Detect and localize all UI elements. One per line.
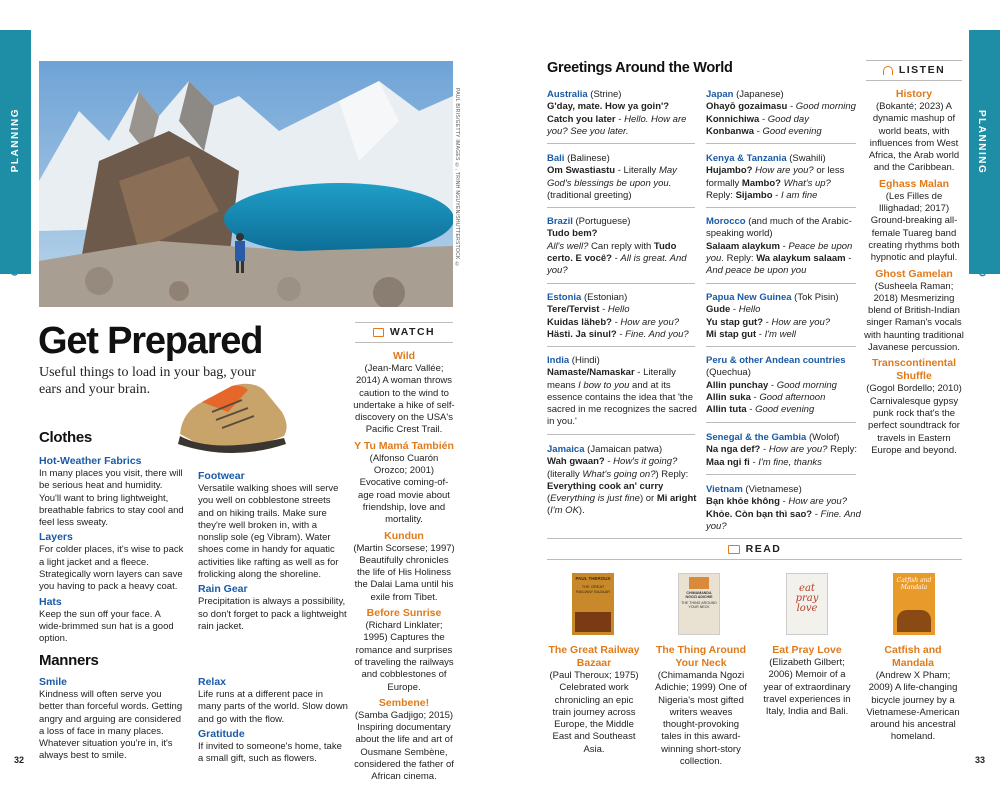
greeting-language: (Wolof) <box>806 432 840 443</box>
greeting-language: (Japanese) <box>733 89 784 100</box>
manners-column-2 <box>198 676 348 765</box>
greeting-peru: Peru & other Andean countries (Quechua) Allin punchay - Good morning Allin suka - Good afternoon Allin tuta - Good evening <box>706 355 846 416</box>
greeting-brazil: Brazil (Portuguese) Tudo bem? All's well? Can reply with Tudo certo. E você? - All is great. And you? <box>547 216 687 277</box>
clothes-item-text: Keep the sun off your face. A wide-brimmed sun hat is a good option. <box>39 608 174 645</box>
manners-heading: Manners <box>39 652 99 669</box>
greeting-country: Jamaica <box>547 444 585 455</box>
greeting-divider <box>706 346 856 347</box>
manners-item-text: If invited to someone's home, take a small gift, such as flowers. <box>198 740 342 765</box>
book-title: The Great Railway Bazaar <box>548 644 640 669</box>
book-entry <box>758 644 856 718</box>
watch-item-text: (Martin Scorsese; 1997) Beautifully chronicles the life of His Holiness the Dalai Lama until his exile from Tibet. <box>353 542 455 603</box>
page-number-left: 32 <box>14 755 25 765</box>
greeting-kenya-tanzania: Kenya & Tanzania (Swahili) Hujambo? How are you? or less formally Mambo? What's up? Reply: Sijambo - I am fine <box>706 153 845 201</box>
clothes-item-heading: Hats <box>39 595 62 608</box>
read-header <box>547 543 962 555</box>
clothes-column-1 <box>39 455 184 646</box>
greeting-language: (Hindi) <box>569 355 600 366</box>
book-title: The Thing Around Your Neck <box>655 644 746 669</box>
listen-item-text: (Susheela Raman; 2018) Mesmerizing blend of British-Indian singer Raman's vocals with haunting traditional Javanese percussion. <box>864 280 964 354</box>
film-icon <box>373 328 384 337</box>
watch-header <box>355 326 453 338</box>
listen-item-title: Eghass Malan <box>878 177 950 190</box>
listen-header <box>866 64 962 76</box>
clothes-item-heading: Layers <box>39 531 73 544</box>
hiking-shoe-image <box>172 372 292 462</box>
listen-item-title: Transcontinental Shuffle <box>871 357 956 383</box>
listen-item-title: Ghost Gamelan <box>875 267 953 280</box>
greeting-morocco: Morocco (and much of the Arabic-speaking world) Salaam alaykum - Peace be upon you. Reply: Wa alaykum salaam - And peace be upon you <box>706 216 853 277</box>
page-subtitle: Useful things to load in your bag, your ears and your brain. <box>39 365 256 397</box>
manners-item-heading: Gratitude <box>198 727 245 740</box>
greeting-estonia: Estonia (Estonian) Tere/Tervist - Hello Kuidas läheb? - How are you? Hästi. Ja sinul? - Fine. And you? <box>547 292 689 340</box>
listen-item-title: History <box>895 88 933 100</box>
book-cover-art <box>689 577 709 589</box>
greeting-country: Peru & other Andean countries <box>706 355 846 366</box>
greeting-divider <box>706 207 856 208</box>
clothes-item-heading: Rain Gear <box>198 583 248 596</box>
manners-item-heading: Smile <box>39 676 68 688</box>
book-entry <box>863 644 963 744</box>
page-number-right: 33 <box>975 755 986 765</box>
greeting-divider <box>547 346 695 347</box>
greeting-language: (Quechua) <box>706 367 751 379</box>
watch-item-text: (Jean-Marc Vallée; 2014) A woman throws caution to the wind to undertake a hike of self-discovery on the USA's Pacific Crest Trail. <box>353 363 455 436</box>
book-title: Catfish and Mandala <box>884 644 942 669</box>
listen-item-text: (Les Filles de Illighadad; 2017) Ground-breaking all-female Tuareg band creating rhythms both hypnotic and playful. <box>868 190 960 264</box>
listen-top-rule <box>866 60 962 61</box>
book-description: (Andrew X Pham; 2009) A life-changing bicycle journey by a Vietnamese-American around his ancestral homeland. <box>866 670 960 743</box>
manners-item-heading: Relax <box>198 676 227 688</box>
book-title: Eat Pray Love <box>772 644 842 656</box>
greeting-bali: Bali (Balinese) Om Swastiastu - Literally May God's blessings be upon you. (traditional greeting) <box>547 153 677 201</box>
page-title: Get Prepared <box>38 320 263 362</box>
watch-item-title: Sembene! <box>378 696 430 709</box>
book-cover-title: THE THING AROUND YOUR NECK <box>681 601 717 609</box>
greeting-country: Vietnam <box>706 484 743 495</box>
greeting-language: (Vietnamese) <box>742 484 802 495</box>
clothes-item-text: Precipitation is always a possibility, so don't forget to pack a lightweight rain jacket. <box>198 596 347 632</box>
greeting-divider <box>706 143 856 144</box>
greeting-divider <box>547 143 695 144</box>
greeting-language: (Estonian) <box>581 292 628 303</box>
manners-item-text: Kindness will often serve you better than forceful words. Getting angry and arguing are considered a loss of face in many places. Whatever situation you're in, it's always best to smile. <box>39 689 183 762</box>
book-cover-title: Catfish and Mandala <box>896 577 932 591</box>
greeting-divider <box>547 434 695 435</box>
manners-column-1 <box>39 676 187 763</box>
book-description: (Paul Theroux; 1975) Celebrated work chronicling an epic train journey across Europe, the Middle East and Southeast Asia. <box>549 670 639 755</box>
watch-item-text: (Richard Linklater; 1995) Captures the romance and surprises of traveling the railways and cobblestones of Europe. <box>354 620 454 693</box>
book-cover-title: eat pray love <box>795 583 819 614</box>
book-cover-catfish-and-mandala <box>893 573 935 635</box>
listen-list <box>864 88 964 457</box>
clothes-item-text: Versatile walking shoes will serve you well on cobblestone streets and on hiking trails. Make sure they're well broken in, with a nonslip sole (eg Vibram). Water shoes come in handy for aquatic activities like rafting as well as for frolicking along the shoreline. <box>198 483 339 581</box>
book-cover-thing-around-your-neck <box>678 573 720 635</box>
clothes-item-text: In many places you visit, there will be serious heat and humidity. You'll want to bring lightweight, breathable fabrics to stay cool and feel less sweaty. <box>39 468 184 529</box>
greeting-language: (and much of the Arabic-speaking world) <box>706 216 852 240</box>
greeting-japan: Japan (Japanese) Ohayō gozaimasu - Good morning Konnichiwa - Good day Konbanwa - Good evening <box>706 89 856 137</box>
watch-item-title: Wild <box>392 350 416 362</box>
greeting-language: (Jamaican patwa) <box>584 444 663 455</box>
read-bottom-rule <box>547 559 962 560</box>
greeting-country: Kenya & Tanzania <box>706 153 787 164</box>
book-description: (Chimamanda Ngozi Adichie; 1999) One of Nigeria's most gifted writers weaves thought-provoking tales in this award-winning short-story collection. <box>655 670 747 768</box>
book-cover-art <box>897 610 931 632</box>
listen-bottom-rule <box>866 80 962 81</box>
greeting-country: Bali <box>547 153 565 164</box>
book-description: (Elizabeth Gilbert; 2006) Memoir of a year of extraordinary travel experiences in Italy, India and Bali. <box>763 657 851 718</box>
greeting-language: (Tok Pisin) <box>791 292 839 303</box>
manners-item-text: Life runs at a different pace in many parts of the world. Slow down and go with the flow. <box>198 689 348 725</box>
watch-bottom-rule <box>355 342 453 343</box>
watch-top-rule <box>355 322 453 323</box>
watch-item-text: (Alfonso Cuarón Orozco; 2001) Evocative coming-of-age road movie about friendship, love and mortality. <box>358 452 450 526</box>
clothes-item-text: For colder places, it's wise to pack a light jacket and a fleece. Strategically worn layers can save you having to pack a heavy coat. <box>39 544 184 593</box>
watch-item-text: (Samba Gadjigo; 2015) Inspiring documentary about the life and art of Ousmane Sembène, considered the father of African cinema. <box>354 709 454 783</box>
greeting-divider <box>547 207 695 208</box>
greetings-heading: Greetings Around the World <box>547 60 733 76</box>
left-tab-chapter-label: GET PREPARED <box>10 180 21 277</box>
book-cover-art <box>575 612 611 632</box>
greeting-language: (Portuguese) <box>572 216 631 227</box>
watch-label: WATCH <box>389 326 436 338</box>
greeting-divider <box>706 283 856 284</box>
greeting-language: (Strine) <box>587 89 622 100</box>
greeting-country: Senegal & the Gambia <box>706 432 807 443</box>
book-entry <box>548 644 640 756</box>
watch-list <box>353 350 455 784</box>
greeting-country: India <box>547 355 570 366</box>
greeting-country: Papua New Guinea <box>706 292 792 303</box>
greeting-jamaica: Jamaica (Jamaican patwa) Wah gwaan? - How's it going? (literally What's going on?) Reply: Everything cook an' curry (Everything is just fine) or Mi aright (I'm OK). <box>547 444 697 517</box>
right-tab-chapter-label: GET PREPARED <box>976 182 987 279</box>
clothes-item-heading: Hot-Weather Fabrics <box>39 455 142 467</box>
photo-credit: PAUL BIRIS/GETTY IMAGES ©, TRINH NGUYEN/SHUTTERSTOCK © <box>454 88 460 268</box>
greeting-divider <box>547 283 695 284</box>
left-tab-section-label: PLANNING <box>10 108 21 173</box>
watch-item-title: Y Tu Mamá También <box>354 439 454 452</box>
greeting-country: Estonia <box>547 292 582 303</box>
greeting-vietnam: Vietnam (Vietnamese) Bạn khỏe không - How are you? Khỏe. Còn bạn thì sao? - Fine. And you? <box>706 484 861 532</box>
hiker-landscape-photo <box>39 61 453 307</box>
book-cover-author: PAUL THEROUX <box>575 576 611 581</box>
read-label: READ <box>745 543 782 555</box>
greeting-divider <box>706 422 856 423</box>
listen-item-text: (Gogol Bordello; 2010) Carnivalesque gypsy punk rock that's the perfect soundtrack for travels in Eastern Europe and beyond. <box>866 383 962 456</box>
greeting-country: Brazil <box>547 216 573 227</box>
right-tab-section-label: PLANNING <box>976 110 987 175</box>
book-icon <box>728 545 740 554</box>
book-cover-great-railway-bazaar <box>572 573 614 635</box>
watch-item-title: Before Sunrise <box>366 607 442 620</box>
read-top-rule <box>547 538 962 539</box>
greeting-language: (Swahili) <box>786 153 826 164</box>
greeting-country: Morocco <box>706 216 746 227</box>
book-cover-title: THE GREAT RAILWAY BAZAAR <box>575 584 611 594</box>
greeting-divider <box>706 474 856 475</box>
book-entry <box>654 644 748 768</box>
greeting-papua-new-guinea: Papua New Guinea (Tok Pisin) Gude - Hello Yu stap gut? - How are you? Mi stap gut - I'm well <box>706 292 839 340</box>
greeting-language: (Balinese) <box>564 153 610 164</box>
watch-item-title: Kundun <box>384 529 424 542</box>
book-cover-eat-pray-love <box>786 573 828 635</box>
greeting-country: Australia <box>547 89 588 100</box>
greeting-australia: Australia (Strine) G'day, mate. How ya goin'? Catch you later - Hello. How are you? See you later. <box>547 89 687 137</box>
headphones-icon <box>883 66 893 75</box>
clothes-item-heading: Footwear <box>198 470 245 482</box>
clothes-column-2 <box>198 470 348 633</box>
listen-label: LISTEN <box>898 64 946 76</box>
listen-item-text: (Bokanté; 2023) A dynamic mashup of world beats, with influences from West Africa, the Arab world and the Caribbean. <box>868 101 960 174</box>
greeting-india: India (Hindi) Namaste/Namaskar - Literally means I bow to you and at its essence contains the idea that 'the sacred in me recognizes the sacred in you.' <box>547 355 697 428</box>
greeting-senegal-gambia: Senegal & the Gambia (Wolof) Na nga def? - How are you? Reply: Maa ngi fi - I'm fine, thanks <box>706 432 858 468</box>
book-cover-author: CHIMAMANDA NGOZI ADICHIE <box>685 591 713 599</box>
clothes-heading: Clothes <box>39 429 92 446</box>
greeting-country: Japan <box>706 89 734 100</box>
